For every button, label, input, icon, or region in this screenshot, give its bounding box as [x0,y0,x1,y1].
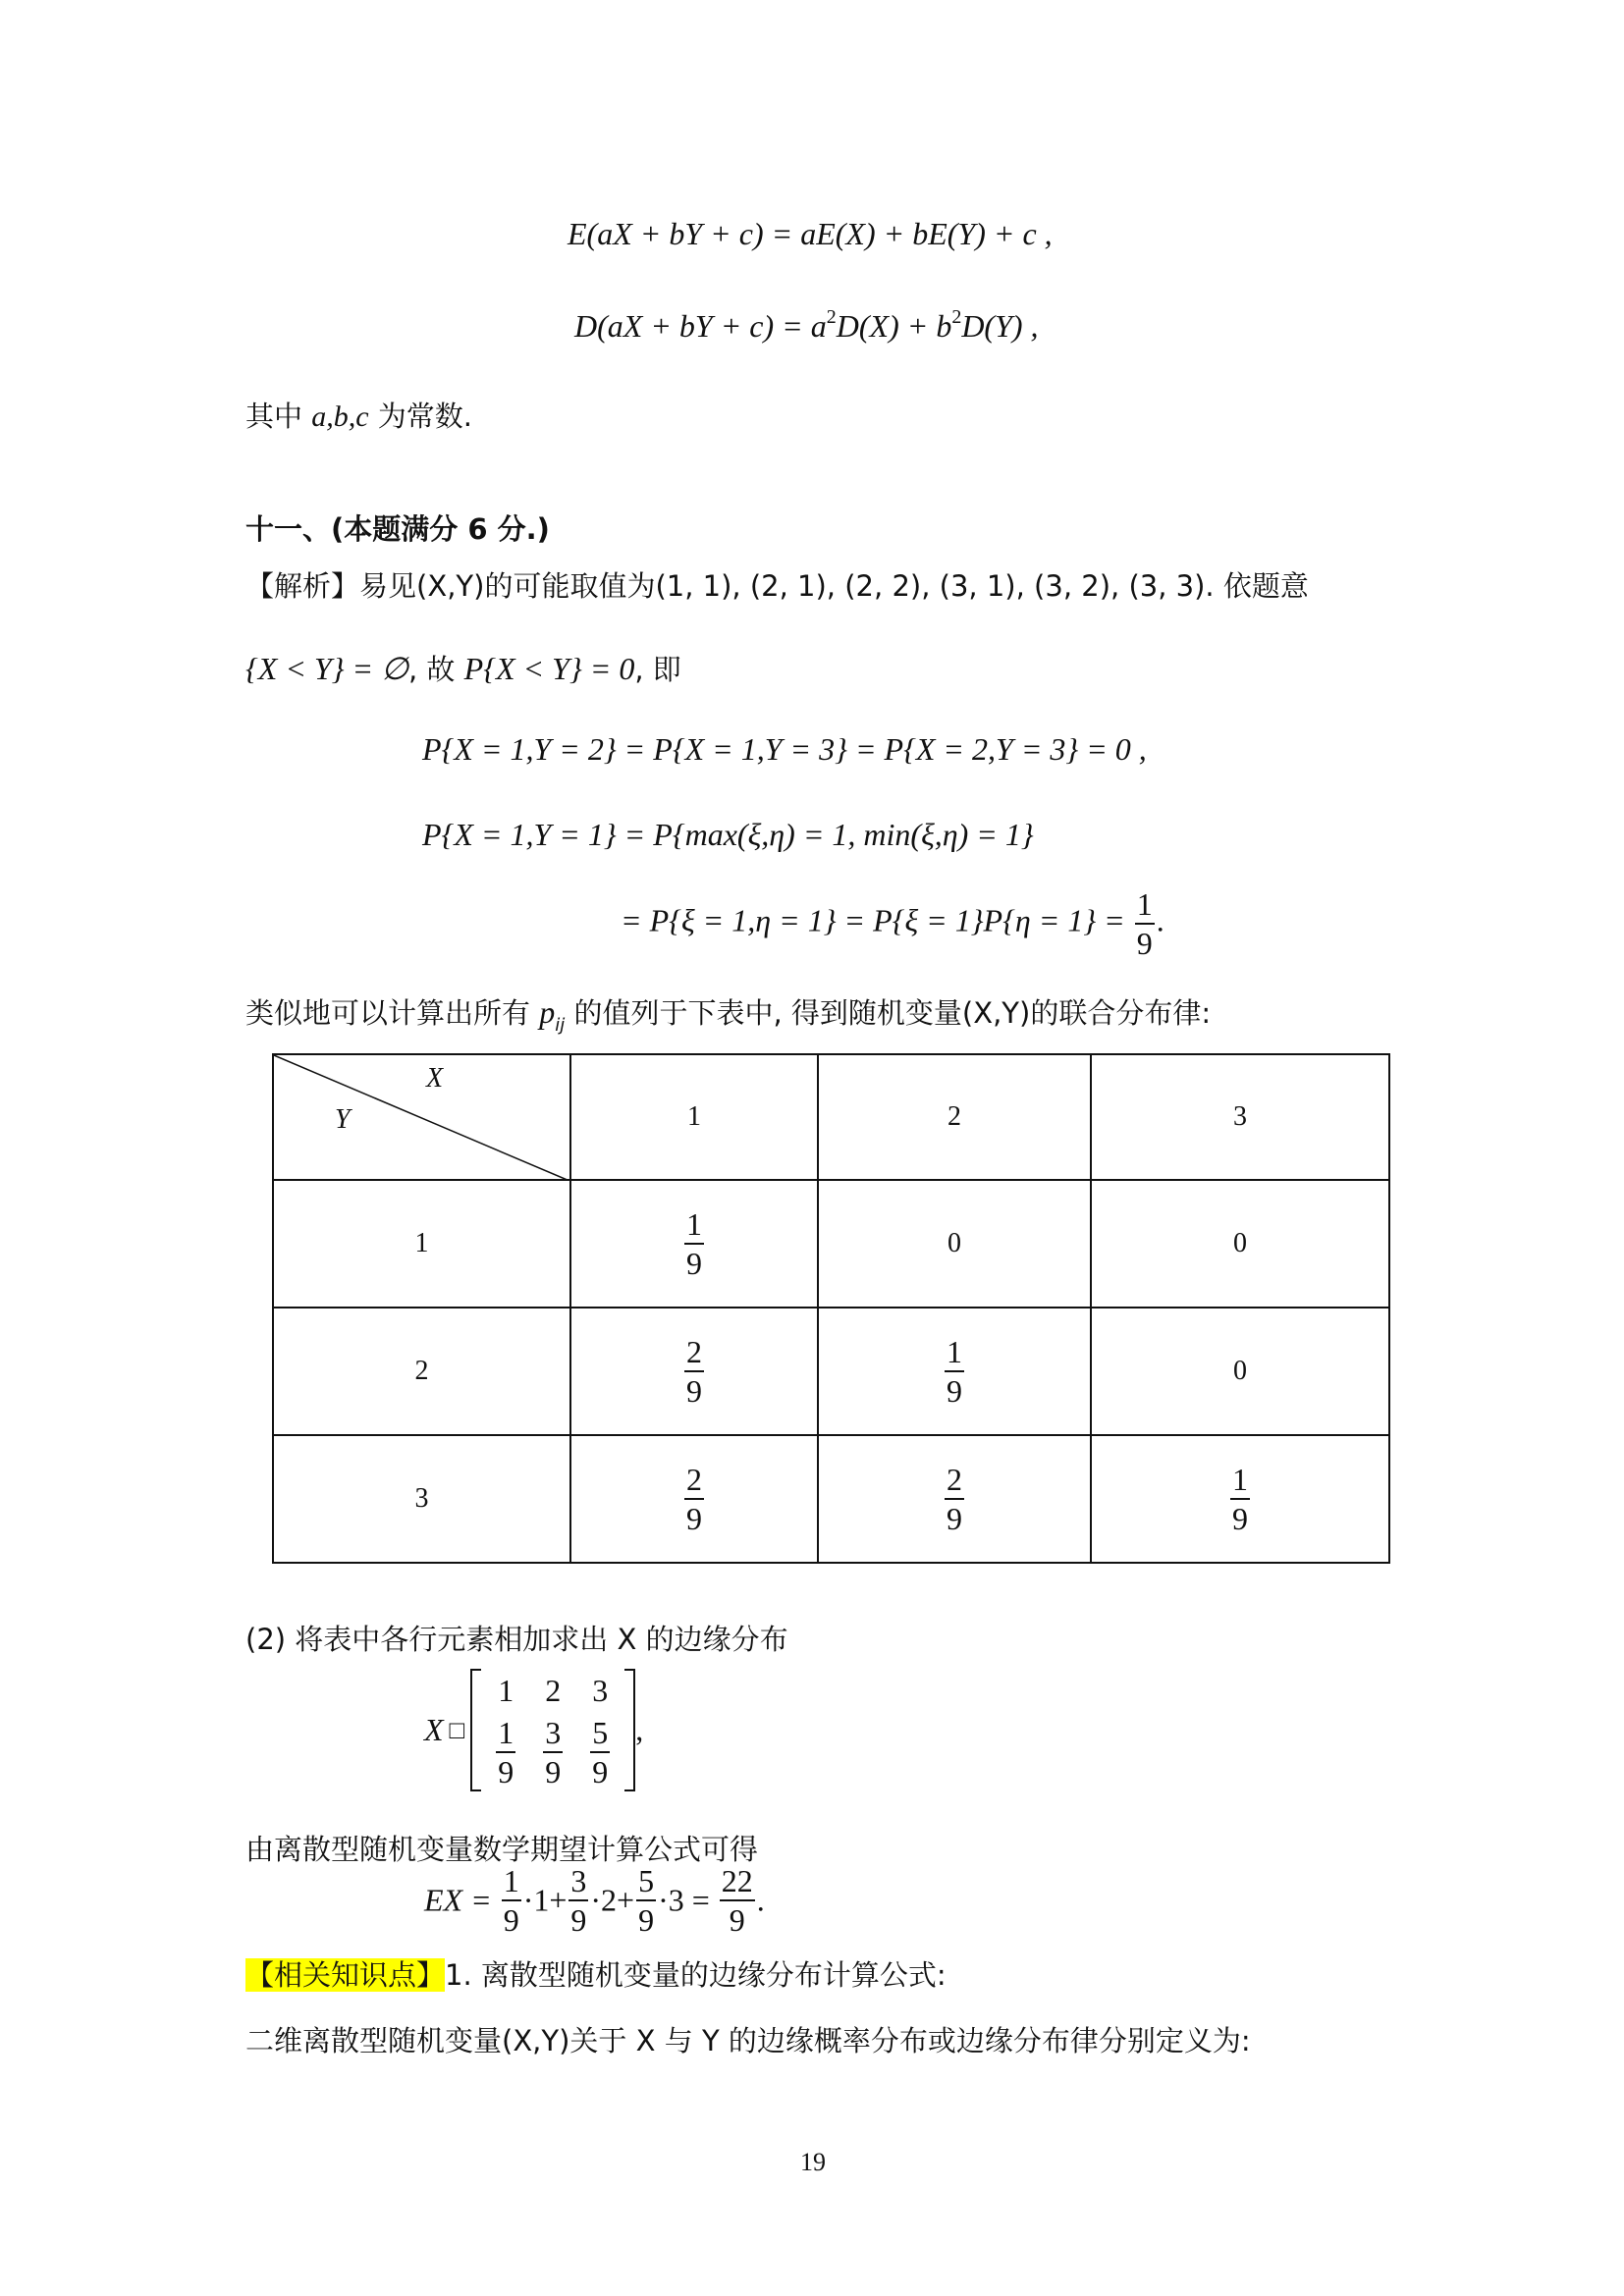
table-cell: 0 [1091,1308,1389,1435]
variance-formula: D(aX + bY + $c) = a^2D(X) + b^2D(Y)$ , [574,306,1039,344]
table-cell: $\frac{2}{9}$ [570,1435,818,1563]
col-header: 3 [1091,1054,1389,1180]
knowledge-tag: 【相关知识点】 [245,1958,446,1992]
corner-x-label: X [426,1063,444,1094]
table-cell: $\frac{1}{9}$ [1091,1435,1389,1563]
col-header: 2 [818,1054,1091,1180]
table-cell: 0 [818,1180,1091,1308]
corner-cell [273,1054,570,1180]
table-cell: $\frac{1}{9}$ [818,1308,1091,1435]
corner-y-label: Y [335,1104,351,1135]
equation-p11-result: = P{ξ = 1,η = 1} = P{ξ = 1}P{η = 1} = $\frac{1}{9}$ . [621,886,1164,961]
row-header: 2 [273,1308,570,1435]
expectation-computation: EX = $\frac{1}{9}$ ·1+ $\frac{3}{9}$ ·2+ $\frac{5}{9}$ ·3 = $\frac{22}{9}$ . [424,1863,765,1938]
equation-zero-probs: P{X = 1,Y = 2} = P{X = 1,Y = 3} = P{X = 2,Y = 3} = 0 , [422,731,1147,767]
knowledge-line-2: 二维离散型随机变量(X,Y)关于 X 与 Y 的边缘概率分布或边缘分布律分别定义为: [245,2024,1251,2057]
analysis-tag: 【解析】 [245,569,360,603]
knowledge-line: 【相关知识点】1. 离散型随机变量的边缘分布计算公式: [245,1958,947,1992]
table-row [273,1435,1389,1563]
table-row [273,1308,1389,1435]
marginal-distribution: X □ 1 2 3 $\frac{1}{9}$ $\frac{3}{9}$ $\frac{5}{9}$ , [424,1669,643,1791]
analysis-paragraph: 【解析】易见(X,Y)的可能取值为(1, 1), (2, 1), (2, 2), (3, 1), (3, 2), (3, 3). 依题意 [245,569,1309,603]
joint-distribution-table [272,1053,1390,1564]
fraction-one-ninth: $\frac{1}{9}$ [1136,886,1153,961]
col-header: 1 [570,1054,818,1180]
table-header-row [273,1054,1389,1180]
table-cell: $\frac{1}{9}$ [570,1180,818,1308]
diagonal-line [274,1055,569,1181]
table-intro: 类似地可以计算出所有 $p_{ij}$ 的值列于下表中, 得到随机变量(X,Y)的联合分布律: [245,994,1212,1036]
expectation-formula: E(aX + bY + c) = aE(X) + bE(Y) + c , [568,216,1053,251]
table-cell: $\frac{2}{9}$ [818,1435,1091,1563]
table-row [273,1180,1389,1308]
empty-event-line: {X < Y} = ∅, 故 P{X < Y} = 0, 即 [245,651,681,686]
distribution-matrix: 1 2 3 $\frac{1}{9}$ $\frac{3}{9}$ $\frac{5}{9}$ [470,1669,635,1791]
table-cell: 0 [1091,1180,1389,1308]
expectation-intro: 由离散型随机变量数学期望计算公式可得 [245,1833,759,1866]
constants-note: 其中 a,b,c 为常数. [245,400,472,433]
marginal-intro: (2) 将表中各行元素相加求出 X 的边缘分布 [245,1623,788,1656]
page-number: 19 [800,2148,826,2176]
row-header: 3 [273,1435,570,1563]
section-heading: 十一、(本题满分 6 分.) [245,512,550,546]
equation-p11: P{X = 1,Y = 1} = P{max(ξ,η) = 1, min(ξ,η) = 1} [422,817,1034,852]
table-cell: $\frac{2}{9}$ [570,1308,818,1435]
row-header: 1 [273,1180,570,1308]
